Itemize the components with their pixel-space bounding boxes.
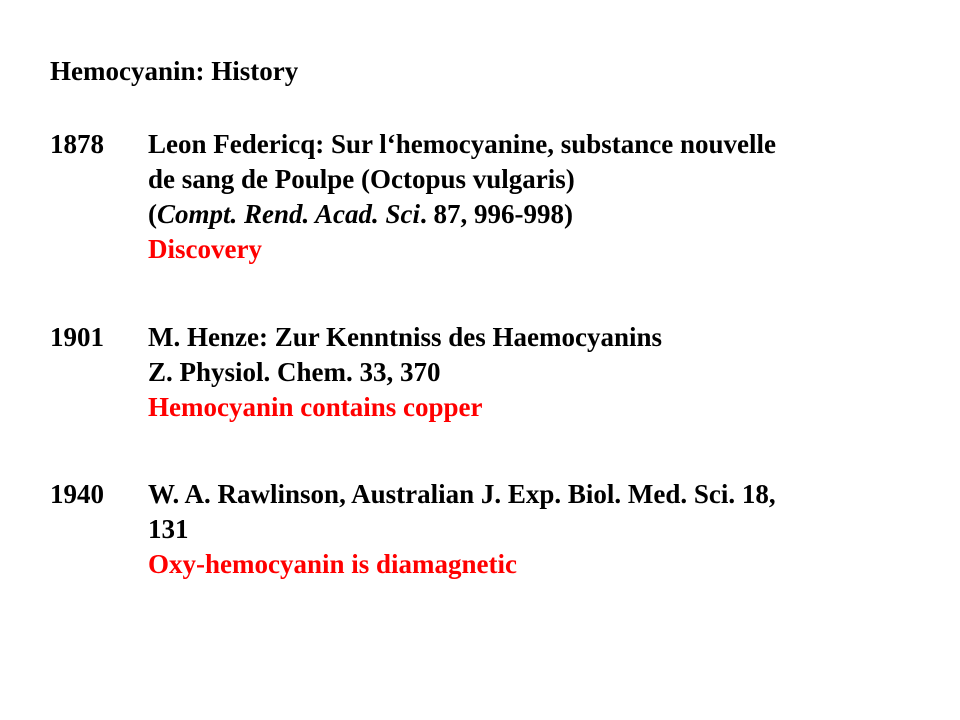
reference-line: Z. Physiol. Chem. 33, 370: [148, 357, 441, 387]
citation-journal: Compt. Rend. Acad. Sci: [157, 199, 421, 229]
reference-line: de sang de Poulpe (Octopus vulgaris): [148, 164, 575, 194]
citation-rest: . 87, 996-998): [420, 199, 573, 229]
entry-text: [148, 320, 928, 425]
finding-text: Discovery: [148, 234, 262, 264]
finding-text: Hemocyanin contains copper: [148, 392, 483, 422]
citation-open: (: [148, 199, 157, 229]
slide-title: Hemocyanin: History: [50, 56, 299, 86]
entry-year: 1940: [50, 479, 104, 509]
reference-line: W. A. Rawlinson, Australian J. Exp. Biol. Med. Sci. 18,: [148, 479, 776, 509]
reference-line: 131: [148, 514, 189, 544]
entry-text: [148, 477, 928, 582]
reference-line: M. Henze: Zur Kenntniss des Haemocyanins: [148, 322, 663, 352]
entry-year: 1878: [50, 129, 104, 159]
reference-line: Leon Federicq: Sur l‘hemocyanine, substance nouvelle: [148, 129, 777, 159]
entry-text: [148, 127, 928, 267]
citation-line: [148, 197, 928, 232]
finding-text: Oxy-hemocyanin is diamagnetic: [148, 549, 517, 579]
entry-year: 1901: [50, 322, 104, 352]
